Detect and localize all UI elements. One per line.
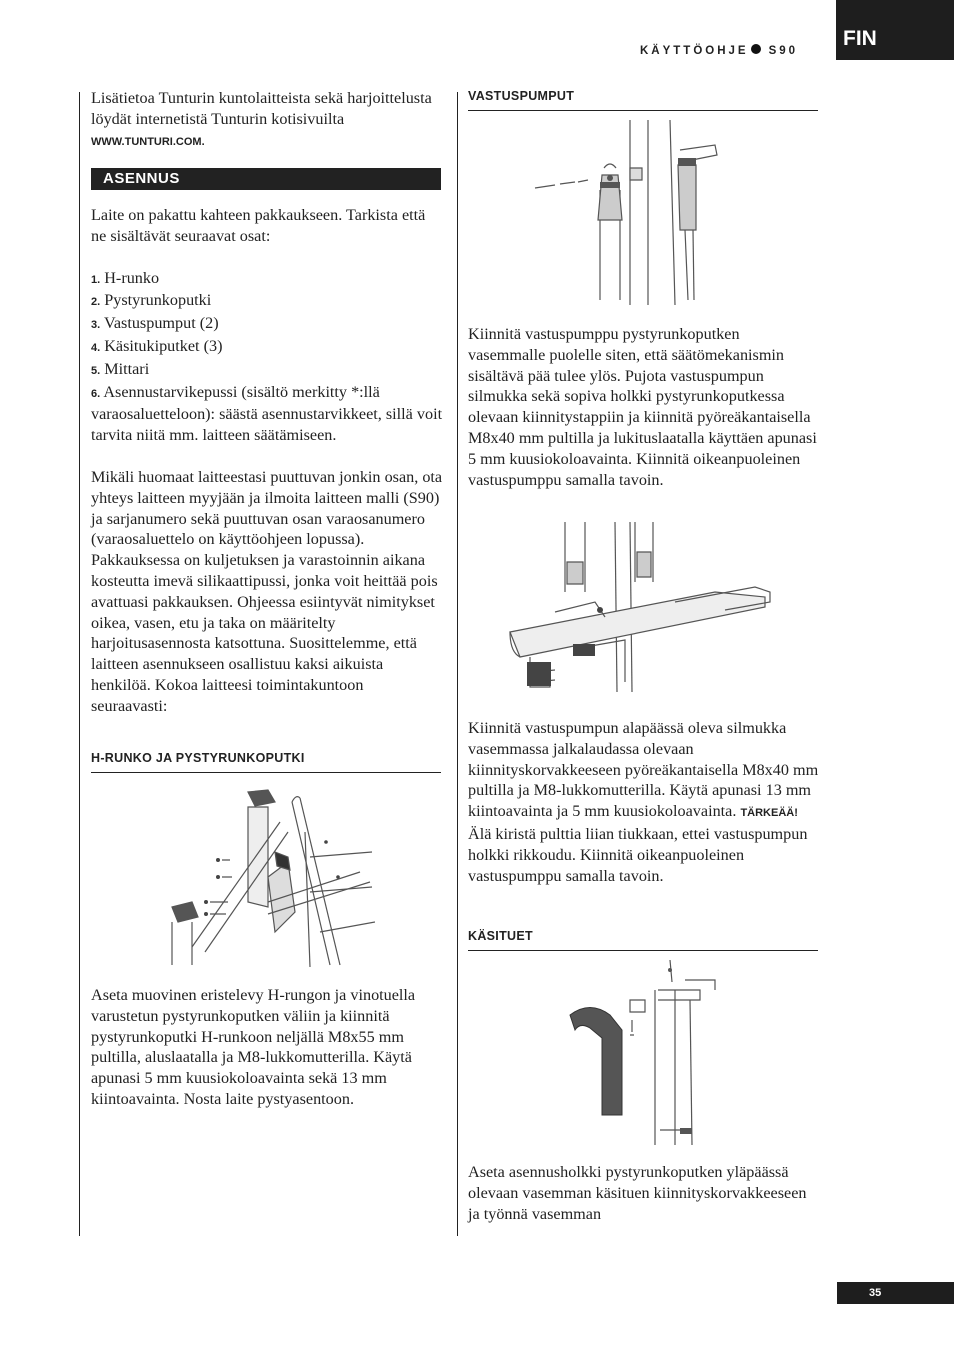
pump-mounting-illustration [530, 120, 730, 305]
subheading-rule [468, 950, 818, 951]
subheading-handrails: KÄSITUET [468, 929, 533, 943]
list-item: 3. Vastuspumput (2) [91, 314, 219, 333]
middle-column-line [457, 92, 458, 1236]
website-link[interactable]: WWW.TUNTURI.COM. [91, 135, 205, 148]
frame-instruction: Aseta muovinen eristelevy H-rungon ja vinotuella varustetun pystyrunkoputken väliin ja kiinnitä pystyrunkoputki H-runkoon neljällä M8x55 mm pultilla, aluslaatalla ja M8-lukkomutterilla. Käytä apunasi 5 mm kuusiokoloavainta sekä 13 mm kiintoavainta. Nosta laite pystyasentoon. [91, 986, 416, 1108]
pump-instruction-2: Kiinnitä vastuspumpun alapäässä oleva silmukka vasemmassa jalkalaudassa olevaan kiinnityskorvakkeeseen pyöreäkantaisella M8x40 mm pultilla ja M8-lukkomutterilla. Käytä apunasi 13 mm kiintoavainta ja 5 mm kuusiokoloavainta. TÄRKEÄÄ! Älä kiristä pulttia liian tiukkaan, ettei vastuspumpun holkki rikkoudu. Kiinnitä oikeanpuoleinen vastuspumppu samalla tavoin. [468, 719, 819, 885]
language-tab [836, 0, 954, 60]
pump-lower-illustration [495, 522, 775, 694]
subheading-rule [468, 110, 818, 111]
subheading-frame: H-RUNKO JA PYSTYRUNKOPUTKI [91, 751, 305, 765]
pump-instruction-1: Kiinnitä vastuspumppu pystyrunkoputken vasemmalle puolelle siten, että säätömekanismin sisältävä pää tulee ylös. Pujota vastuspumpun silmukka sekä sopiva holkki pystyrunkoputkessa olevaan kiinnitystappiin ja kiinnitä pyöreäkantaisella M8x40 mm pultilla ja lukituslaatalla käyttäen apunasi 5 mm kuusiokoloavainta. Kiinnitä oikeanpuoleinen vastuspumppu samalla tavoin. [468, 325, 817, 489]
list-item: 4. Käsitukiputket (3) [91, 336, 223, 355]
list-item: 2. Pystyrunkoputki [91, 291, 212, 310]
section-title: ASENNUS [103, 170, 180, 187]
header-model: S90 [768, 45, 799, 57]
parts-list [91, 268, 443, 446]
handrail-illustration [560, 960, 730, 1145]
language-label: FIN [843, 27, 877, 50]
header-doc-title: KÄYTTÖOHJE [640, 45, 749, 57]
package-paragraph: Laite on pakattu kahteen pakkaukseen. Tarkista että ne sisältävät seuraavat osat: [91, 206, 426, 245]
intro-text: Lisätietoa Tunturin kuntolaitteista sekä harjoittelusta löydät internetistä Tunturin kotisivuilta [91, 89, 432, 128]
frame-assembly-illustration [160, 782, 375, 967]
subheading-rule [91, 772, 441, 773]
left-column-line [79, 92, 80, 1236]
page-number-tab [837, 1282, 954, 1304]
running-header [640, 44, 830, 64]
left-body [91, 205, 443, 717]
bullet-dot-icon [751, 44, 761, 54]
missing-parts-paragraph: Mikäli huomaat laitteestasi puuttuvan jonkin osan, ota yhteys laitteen myyjään ja ilmoita laitteen malli (S90) ja sarjanumero sekä puuttuvan osan varaosanumero (varaosaluettelo on käyttöohjeen lopussa). Pakkauksessa on kuljetuksen ja varastoinnin aikana kosteutta imevä silikaattipussi, jonka voit heittää pois avattuasi pakkauksen. Ohjeessa esiintyvät nimitykset oikea, vasen, etu ja taka on määritelty harjoitusasennosta katsottuna. Suosittelemme, että laitteen asennukseen osallistuu kaksi aikuista henkilöä. Kokoa laitteesi toimintakuntoon seuraavasti: [91, 467, 443, 715]
subheading-pumps: VASTUSPUMPUT [468, 89, 575, 103]
page-number: 35 [869, 1287, 882, 1299]
important-note: TÄRKEÄÄ! [740, 807, 798, 820]
list-item: 6. Asennustarvikepussi (sisältö merkitty *:llä varaosaluetteloon): säästä asennustarvikkeet, sillä voit tarvita niitä mm. laitteen säätämiseen. [91, 382, 443, 445]
list-item: 1. H-runko [91, 268, 160, 287]
section-title-band [91, 168, 441, 190]
intro-paragraph [91, 88, 443, 152]
list-item: 5. Mittari [91, 359, 150, 378]
handrail-instruction: Aseta asennusholkki pystyrunkoputken yläpäässä olevaan vasemman käsituen kiinnityskorvakkeeseen ja työnnä vasemman [468, 1163, 807, 1223]
